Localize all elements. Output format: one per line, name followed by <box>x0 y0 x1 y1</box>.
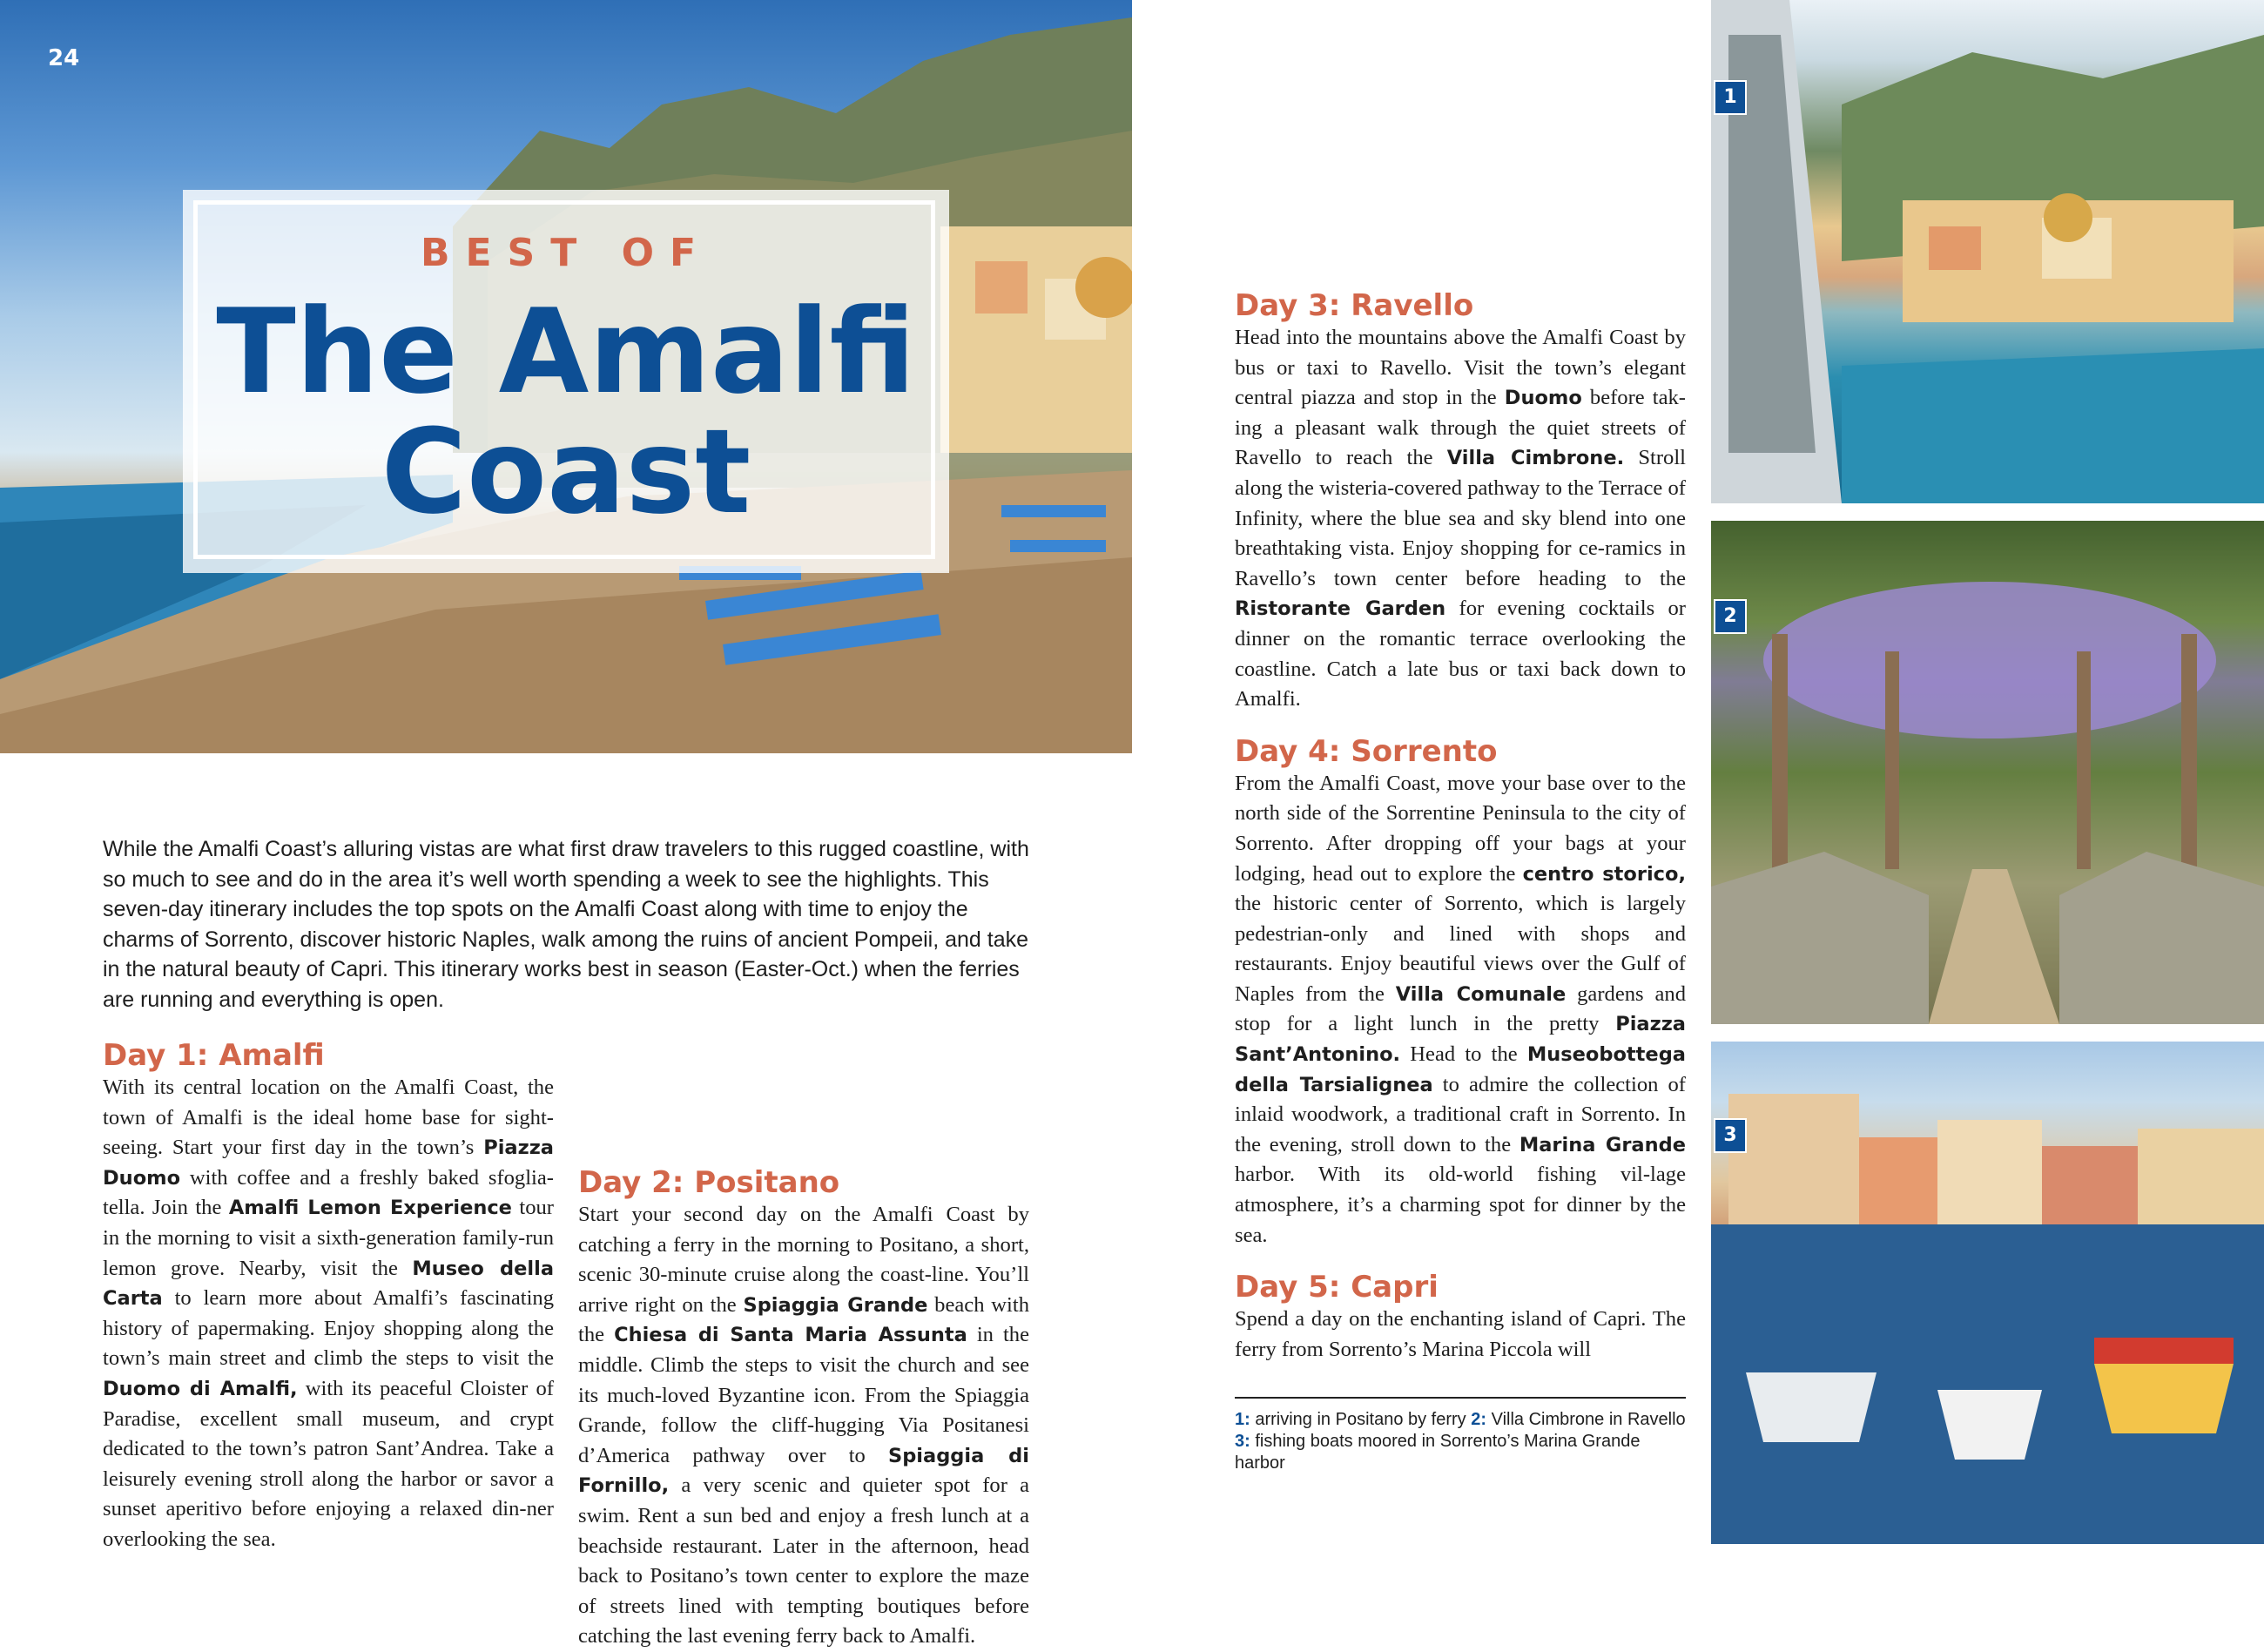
day-4-highlight-1: centro storico, <box>1522 862 1687 886</box>
day-5-heading: Day 5: Capri <box>1235 1270 1439 1305</box>
day-4-highlight-2: Villa Comunale <box>1395 982 1567 1006</box>
column-2 <box>578 1038 1029 1652</box>
day-1-heading: Day 1: Amalfi <box>103 1038 325 1073</box>
day-5-body: Spend a day on the enchanting island of Capri. The ferry from Sorrento’s Marina Piccola will <box>1235 1307 1686 1361</box>
day-1-highlight-2: Amalfi Lemon Experience <box>228 1197 512 1220</box>
day-2-body: Start your second day on the Amalfi Coast by catching a ferry in the morning to Positano, a short, scenic 30-minute cruise along the coast-line. You’ll arrive right on the Spiaggia Grande beach with the Chiesa di Santa Maria Assunta in the middle. Climb the steps to visit the church and see its much-loved Byzantine icon. From the Spiaggia Grande, follow the cliff-hugging Via Positanesi d’America pathway over to Spiaggia di Fornillo, a very scenic and quieter spot for a swim. Rent a sun bed and enjoy a fresh lunch at a beachside restaurant. Later in the afternoon, head back to Positano’s town center to explore the maze of streets lined with tempting boutiques before catching the last evening ferry back to Amalfi. <box>578 1203 1030 1649</box>
photo-badge-1: 1 <box>1714 80 1747 115</box>
page-number: 24 <box>48 45 80 71</box>
photo-badge-2: 2 <box>1714 599 1747 634</box>
day-2-highlight-1: Spiaggia Grande <box>743 1293 928 1317</box>
intro-paragraph: While the Amalfi Coast’s alluring vistas are what first draw travelers to this rugged coastline, with so much to see and do in the area it’s well worth spending a week to see the highlights. This seven-day itinerary includes the top spots on the Amalfi Coast along with time to enjoy the charms of Sorrento, discover historic Naples, walk among the ruins of ancient Pompeii, and take in the natural beauty of Capri. This itinerary works best in season (Easter-Oct.) when the ferries are running and everything is open. <box>103 837 1029 1012</box>
day-2-highlight-3: Spiaggia di Fornillo, <box>578 1444 1029 1498</box>
column-3 <box>1235 85 1686 1365</box>
photo-sorrento-harbor <box>1711 1042 2264 1544</box>
day-1-body: With its central location on the Amalfi Coast, the town of Amalfi is the ideal home base for sight-seeing. Start your first day in the town’s Piazza Duomo with coffee and a freshly baked sfoglia-tella. Join the Amalfi Lemon Experience tour in the morning to visit a sixth-generation family-run lemon grove. Nearby, visit the Museo della Carta to learn more about Amalfi’s fascinating history of papermaking. Enjoy shopping along the town’s main street and climb the steps to visit the Duomo di Amalfi, with its peaceful Cloister of Paradise, excellent small museum, and crypt dedicated to the town’s patron Sant’Andrea. Take a leisurely evening stroll along the harbor or savor a sunset aperitivo before enjoying a relaxed din-ner overlooking the sea. <box>103 1075 555 1551</box>
day-2-heading: Day 2: Positano <box>578 1165 840 1200</box>
title-line-2: Coast <box>381 404 751 540</box>
day-1-highlight-4: Duomo di Amalfi, <box>103 1377 298 1400</box>
column-1 <box>103 1038 554 1555</box>
page-title <box>183 284 949 540</box>
day-4-highlight-5: Marina Grande <box>1519 1133 1686 1156</box>
photo-badge-3: 3 <box>1714 1118 1747 1153</box>
day-4-heading: Day 4: Sorrento <box>1235 733 1498 769</box>
day-4-body: From the Amalfi Coast, move your base over to the north side of the Sorrentine Peninsula to the city of Sorrento. After dropping off your bags at your lodging, head out to explore the centro storico, the historic center of Sorrento, which is largely pedestrian-only and lined with shops and restaurants. Enjoy beautiful views over the Gulf of Naples from the Villa Comunale gardens and stop for a light lunch in the pretty Piazza Sant’Antonino. Head to the Museobottega della Tarsialignea to admire the collection of inlaid woodwork, a traditional craft in Sorrento. In the evening, stroll down to the Marina Grande harbor. With its old-world fishing vil-lage atmosphere, it’s a charming spot for dinner by the sea. <box>1235 771 1687 1247</box>
day-3-body: Head into the mountains above the Amalfi Coast by bus or taxi to Ravello. Visit the town’s elegant central piazza and stop in the Duomo before tak-ing a pleasant walk through the quiet streets of Ravello to reach the Villa Cimbrone. Stroll along the wisteria-covered pathway to the Terrace of Infinity, where the blue sea and sky blend into one breathtaking vista. Enjoy shopping for ce-ramics in Ravello’s town center before heading to the Ristorante Garden for evening cocktails or dinner on the romantic terrace overlooking the coastline. Catch a late bus or taxi back down to Amalfi. <box>1235 326 1687 711</box>
photo-2-illustration <box>1711 521 2264 1024</box>
caption-divider <box>1235 1397 1686 1399</box>
photo-caption: 1: arriving in Positano by ferry 2: Villa Cimbrone in Ravello 3: fishing boats moored in Sorrento’s Marina Grande harbor <box>1235 1410 1686 1473</box>
day-1-highlight-3: Museo della Carta <box>103 1257 554 1311</box>
photo-1-illustration <box>1711 0 2264 503</box>
photo-villa-cimbrone <box>1711 521 2264 1024</box>
day-4-highlight-3: Piazza Sant’Antonino. <box>1235 1013 1686 1067</box>
day-4-highlight-4: Museobottega della Tarsialignea <box>1235 1043 1686 1096</box>
title-kicker: BEST OF <box>420 231 712 275</box>
day-3-heading: Day 3: Ravello <box>1235 288 1474 323</box>
title-line-1: The Amalfi <box>216 284 916 420</box>
day-2-highlight-2: Chiesa di Santa Maria Assunta <box>614 1324 967 1347</box>
day-1-highlight-1: Piazza Duomo <box>103 1136 554 1190</box>
day-3-highlight-3: Ristorante Garden <box>1235 597 1446 621</box>
photo-positano-ferry <box>1711 0 2264 503</box>
day-3-highlight-2: Villa Cimbrone. <box>1446 447 1625 470</box>
photo-3-illustration <box>1711 1042 2264 1544</box>
day-3-highlight-1: Duomo <box>1504 387 1582 410</box>
